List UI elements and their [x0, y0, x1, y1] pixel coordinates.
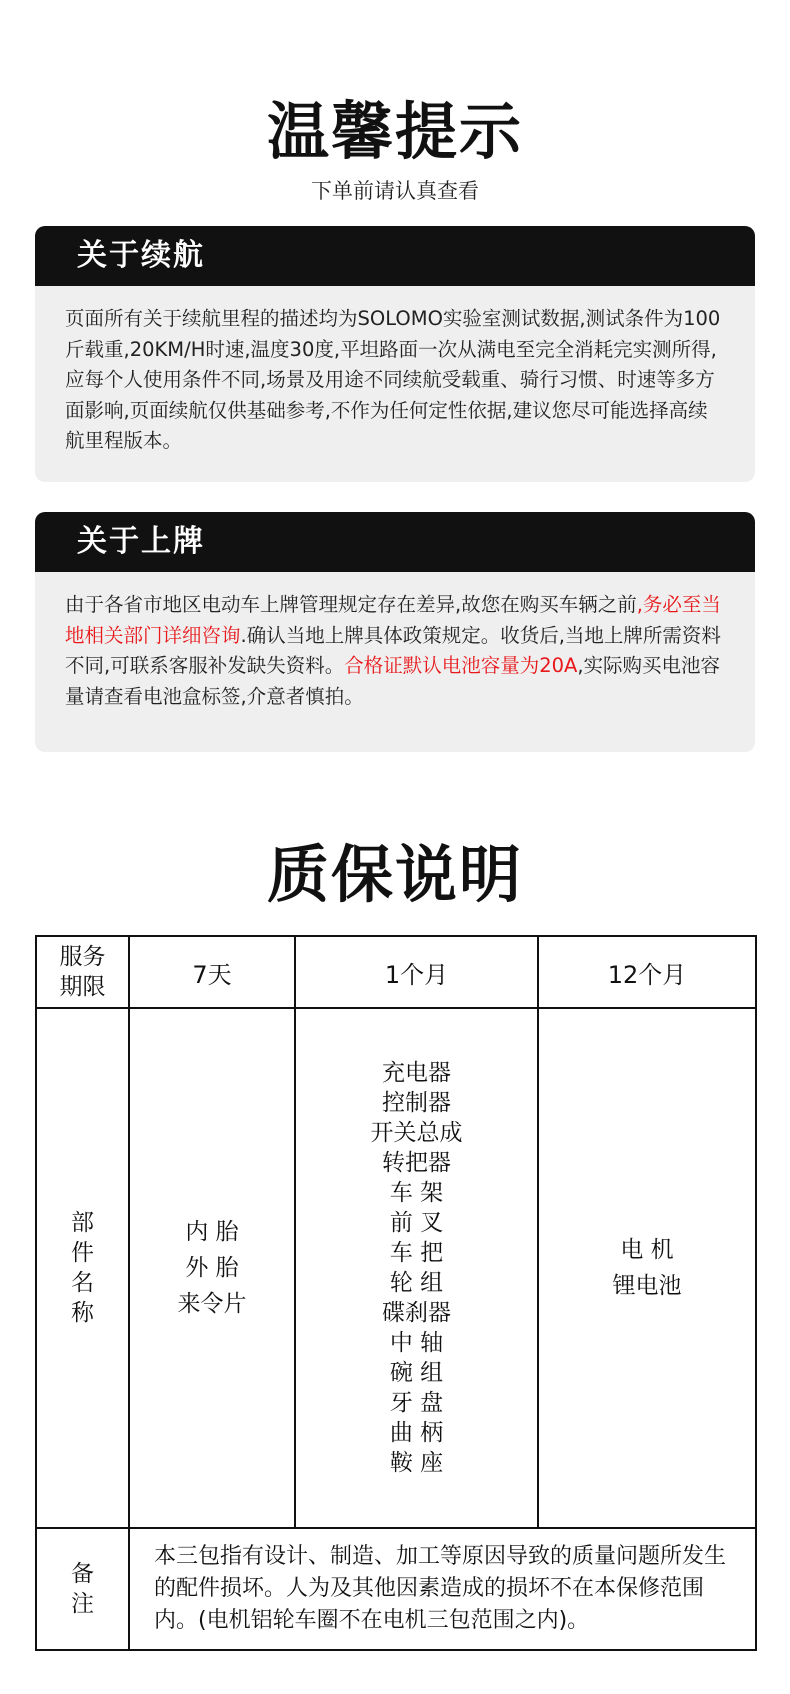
parts-label-char: 件 — [71, 1240, 94, 1266]
part-item: 锂电池 — [612, 1273, 682, 1299]
parts-label-char: 部 — [71, 1210, 94, 1236]
period-label-cell — [36, 936, 129, 1008]
part-item: 充电器 — [382, 1060, 451, 1086]
range-card-title: 关于续航 — [35, 226, 755, 286]
period-label-line: 期限 — [59, 974, 106, 1000]
warranty-period-row — [36, 936, 756, 1008]
plate-card — [35, 512, 755, 752]
parts-label-char: 称 — [71, 1300, 94, 1326]
page-subtitle: 下单前请认真查看 — [311, 179, 479, 203]
plate-body-warning-2: 合格证默认电池容量为20A — [344, 654, 578, 677]
period-label-line: 服务 — [59, 944, 106, 970]
plate-body-text-3: ,实际购买电池容量请查看电池盒标签,介意者慎拍。 — [65, 654, 721, 708]
parts-7d-cell — [129, 1008, 295, 1528]
part-item: 轮 组 — [389, 1270, 444, 1296]
warranty-title: 质保说明 — [266, 838, 523, 911]
warranty-table — [35, 935, 757, 1651]
plate-card-body — [35, 572, 755, 712]
part-item: 内 胎 — [185, 1219, 239, 1245]
part-item: 鞍 座 — [389, 1450, 444, 1476]
parts-1m-cell — [295, 1008, 538, 1528]
plate-body-text-1: 由于各省市地区电动车上牌管理规定存在差异,故您在购买车辆之前 — [65, 593, 637, 616]
part-item: 牙 盘 — [389, 1390, 444, 1416]
note-text: 本三包指有设计、制造、加工等原因导致的质量问题所发生的配件损坏。人为及其他因素造成的损坏不在本保修范围内。(电机铝轮车圈不在电机三包范围之内)。 — [129, 1528, 756, 1650]
plate-body-warning-1: ,务必至当地相关部门详细咨询 — [65, 593, 721, 647]
parts-12m-cell — [538, 1008, 756, 1528]
parts-label-cell — [36, 1008, 129, 1528]
part-item: 外 胎 — [185, 1255, 239, 1281]
period-7d: 7天 — [129, 936, 295, 1008]
part-item: 控制器 — [382, 1090, 451, 1116]
part-item: 车 把 — [389, 1240, 444, 1266]
part-item: 车 架 — [389, 1180, 444, 1206]
period-12m: 12个月 — [538, 936, 756, 1008]
part-item: 前 叉 — [389, 1210, 444, 1236]
note-label-char: 备 — [71, 1561, 94, 1587]
part-item: 碗 组 — [389, 1360, 444, 1386]
part-item: 电 机 — [620, 1237, 674, 1263]
part-item: 碟刹器 — [382, 1300, 451, 1326]
part-item: 转把器 — [382, 1150, 451, 1176]
note-label-cell — [36, 1528, 129, 1650]
note-label-char: 注 — [71, 1591, 94, 1617]
range-card-body: 页面所有关于续航里程的描述均为SOLOMO实验室测试数据,测试条件为100斤载重,20KM/H时速,温度30度,平坦路面一次从满电至完全消耗完实测所得,应每个人使用条件不同,场景及用途不同续航受载重、骑行习惯、时速等多方面影响,页面续航仅供基础参考,不作为任何定性依据,建议您尽可能选择高续航里程版本。 — [65, 307, 721, 452]
plate-body-text-2: .确认当地上牌具体政策规定。收货后,当地上牌所需资料不同,可联系客服补发缺失资料。 — [65, 623, 721, 677]
period-1m: 1个月 — [295, 936, 538, 1008]
warranty-parts-row — [36, 1008, 756, 1528]
page-title: 温馨提示 — [266, 95, 523, 168]
part-item: 开关总成 — [370, 1120, 463, 1146]
parts-label-char: 名 — [71, 1270, 94, 1296]
plate-card-title: 关于上牌 — [35, 512, 755, 572]
part-item: 曲 柄 — [389, 1420, 444, 1446]
part-item: 中 轴 — [389, 1330, 444, 1356]
warranty-note-row — [36, 1528, 756, 1650]
range-card — [35, 226, 755, 482]
part-item: 来令片 — [177, 1291, 247, 1317]
